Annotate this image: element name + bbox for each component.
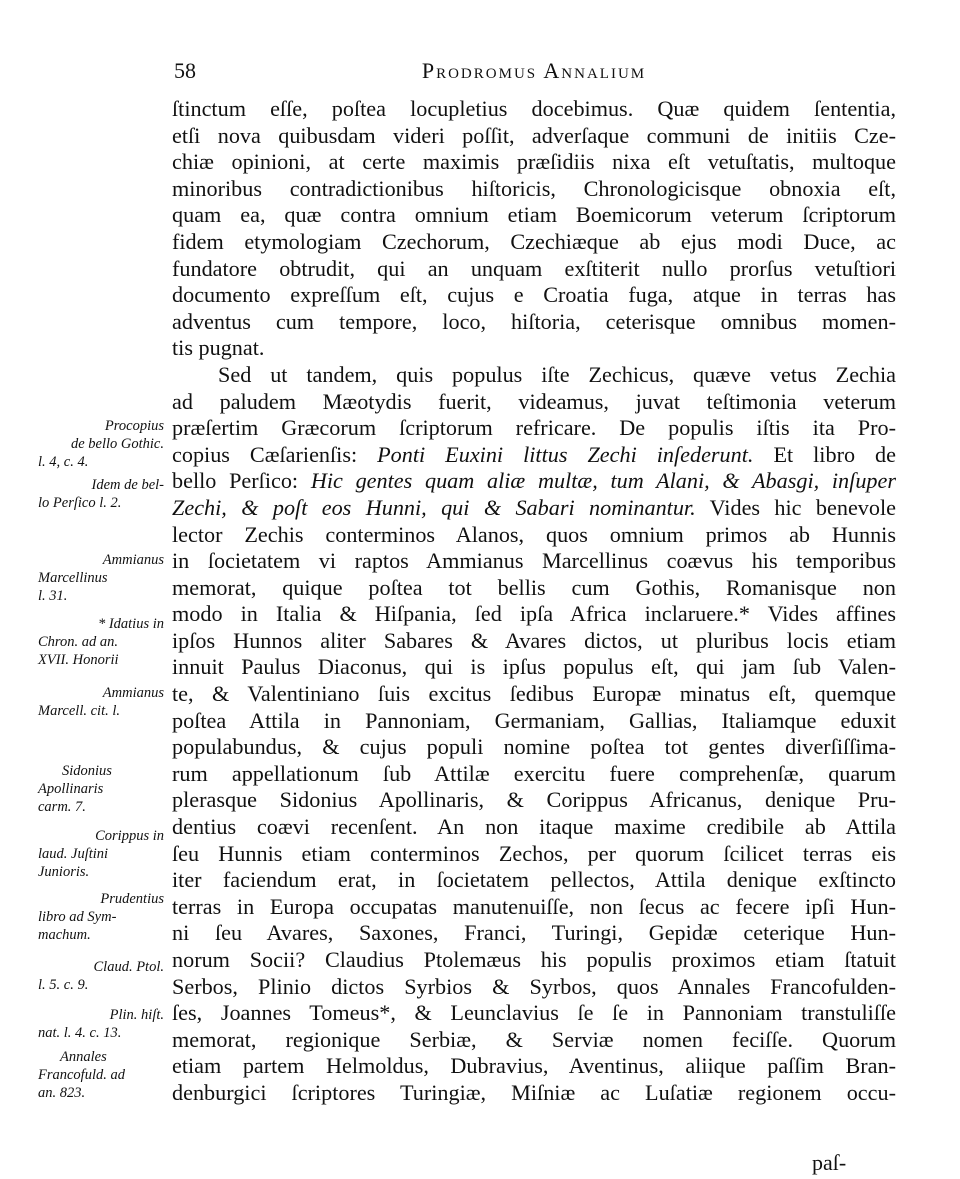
text-line: ad paludem Mæotydis fuerit, videamus, juvat teſtimonia veterum (172, 388, 896, 414)
main-text (172, 96, 896, 1107)
text-line: memorat, quique poſtea tot bellis cum Gothis, Romanisque non (172, 574, 896, 600)
text-line (172, 468, 896, 495)
margin-note-line: l. 4, c. 4. (38, 454, 89, 470)
margin-note-line: Ammianus (102, 552, 164, 568)
text-line: norum Socii? Claudius Ptolemæus his populis proximos etiam ſtatuit (172, 947, 896, 972)
margin-note-line: machum. (38, 927, 91, 943)
margin-note-line: Francofuld. ad (38, 1067, 125, 1083)
margin-note-line: Prudentius (100, 891, 164, 907)
text-line: etſi nova quibusdam videri poſſit, adverſaque communi de initiis Cze- (172, 122, 896, 148)
text-line: dentius coævi recenſent. An non itaque maxime credibile ab Attila (172, 814, 896, 840)
margin-note-line: de bello Gothic. (70, 436, 164, 452)
margin-note-line: lo Perſico l. 2. (38, 495, 122, 511)
text-line: innuit Paulus Diaconus, qui is ipſus populus eſt, qui jam ſub Valen- (172, 654, 896, 680)
text-line: iter faciendum erat, in ſocietatem pellectos, Attila denique exſtincto (172, 867, 896, 893)
text-line: populabundus, & cujus populi nomine poſtea tot gentes diverſiſſima- (172, 734, 896, 760)
margin-note-line: l. 5. c. 9. (38, 977, 89, 993)
margin-note-ammianus-1 (38, 551, 164, 605)
paragraph-1 (172, 96, 896, 362)
running-title: Prodromus Annalium (421, 58, 647, 83)
text-line: ſeu Hunnis etiam conterminos Zechos, per quorum ſcilicet terras eis (172, 840, 896, 866)
margin-note-line: Annales (60, 1049, 107, 1065)
margin-note-line: l. 31. (38, 588, 68, 604)
quotation: Hic gentes quam aliæ multæ, tum Alani, & Abasgi, inſuper (310, 468, 896, 494)
margin-note-procopius (38, 417, 164, 471)
catchword: paſ- (812, 1150, 847, 1175)
text-line: poſtea Attila in Pannoniam, Germaniam, Gallias, Italiamque eduxit (172, 707, 896, 733)
margin-note-line: nat. l. 4. c. 13. (38, 1025, 122, 1041)
text-line: ſtinctum eſſe, poſtea locupletius docebimus. Quæ quidem ſententia, (172, 96, 896, 121)
margin-note-line: Marcellinus (38, 570, 108, 586)
margin-note-annales (38, 1048, 164, 1102)
margin-note-sidonius (38, 762, 164, 816)
text-line: terras in Europa occupatas manutenuiſſe, non ſecus ac fecere ipſi Hun- (172, 893, 896, 919)
margin-note-idem (38, 476, 164, 512)
margin-note-line: Junioris. (38, 864, 90, 880)
text-line: ſes, Joannes Tomeus*, & Leunclavius ſe ſe in Pannoniam transtuliſſe (172, 1000, 896, 1026)
margin-note-line: XVII. Honorii (38, 652, 119, 668)
text-line: modo in Italia & Hiſpania, ſed ipſa Africa inclaruere.* Vides affines (172, 601, 896, 627)
margin-note-line: Procopius (104, 418, 164, 434)
text-line: plerasque Sidonius Apollinaris, & Corippus Africanus, denique Pru- (172, 787, 896, 813)
text-line: memorat, regionique Serbiæ, & Serviæ nomen feciſſe. Quorum (172, 1026, 896, 1052)
text-line: fidem etymologiam Czechorum, Czechiæque ab ejus modi Duce, ac (172, 228, 896, 254)
text-line: ni ſeu Avares, Saxones, Franci, Turingi, Gepidæ ceterique Hun- (172, 920, 896, 946)
margin-note-line: * Idatius in (97, 616, 164, 632)
text-line (172, 442, 896, 469)
text-line: fundatore obtrudit, qui an unquam exſtiterit nullo prorſus vetuſtiori (172, 255, 896, 281)
page-header (174, 56, 894, 88)
text-line: chiæ opinioni, at certe maximis præſidiis nixa eſt vetuſtatis, multoque (172, 149, 896, 175)
margin-note-line: Sidonius (62, 763, 112, 779)
text-line: Serbos, Plinio dictos Syrbios & Syrbos, quos Annales Francofulden- (172, 973, 896, 999)
text-line: minoribus contradictionibus hiſtoricis, Chronologicisque obnoxia eſt, (172, 175, 896, 201)
margin-note-idatius (38, 615, 164, 669)
margin-note-line: Plin. hiſt. (109, 1007, 164, 1023)
text-run: bello Perſico: (172, 468, 311, 494)
text-run: Vides hic benevole (695, 494, 896, 520)
text-line: quam ea, quæ contra omnium etiam Boemicorum veterum ſcriptorum (172, 202, 896, 228)
margin-note-line: laud. Juſtini (38, 846, 109, 862)
margin-note-claud-ptol (38, 958, 164, 994)
margin-note-line: Chron. ad an. (38, 634, 119, 650)
margin-note-line: libro ad Sym- (38, 909, 117, 925)
margin-note-line: an. 823. (38, 1085, 86, 1101)
text-line: ipſos Hunnos aliter Sabares & Avares dictos, ut pluribus locis etiam (172, 627, 896, 653)
margin-note-corippus (38, 827, 164, 881)
text-line: tis pugnat. (172, 335, 265, 361)
margin-note-line: Idem de bel- (91, 477, 164, 493)
quotation: Zechi, & poſt eos Hunni, qui & Sabari nominantur. (172, 494, 696, 520)
text-run: copius Cæſarienſis: (172, 441, 378, 467)
margin-note-ammianus-2 (38, 684, 164, 720)
margin-note-line: carm. 7. (38, 799, 86, 815)
text-line: adventus cum tempore, loco, hiſtoria, ceterisque omnibus momen- (172, 308, 896, 334)
margin-note-line: Claud. Ptol. (93, 959, 164, 975)
margin-note-prudentius (38, 890, 164, 944)
text-line: præſertim Græcorum ſcriptorum refricare. De populis iſtis ita Pro- (172, 415, 896, 441)
quotation: Ponti Euxini littus Zechi inſederunt. (377, 441, 754, 467)
margin-note-plinius (38, 1006, 164, 1042)
page-number: 58 (174, 58, 196, 83)
margin-note-line: Corippus in (95, 828, 164, 844)
text-run: Et libro de (753, 441, 896, 467)
text-line: lector Zechis conterminos Alanos, quos omnium primos ab Hunnis (172, 521, 896, 547)
text-line: etiam partem Helmoldus, Dubravius, Aventinus, aliique paſſim Bran- (172, 1053, 896, 1079)
text-line: in ſocietatem vi raptos Ammianus Marcellinus coævus his temporibus (172, 548, 896, 574)
text-line: denburgici ſcriptores Turingiæ, Miſniæ ac Luſatiæ regionem occu- (172, 1079, 896, 1105)
text-line: te, & Valentiniano ſuis excitus ſedibus Europæ minatus eſt, quemque (172, 681, 896, 707)
text-line: rum appellationum ſub Attilæ exercitu fuere comprehenſæ, quarum (172, 760, 896, 786)
margin-note-line: Apollinaris (38, 781, 104, 797)
margin-note-line: Marcell. cit. l. (38, 703, 121, 719)
margin-note-line: Ammianus (102, 685, 164, 701)
paragraph-2 (172, 362, 896, 1107)
text-line (172, 495, 896, 522)
text-line: Sed ut tandem, quis populus iſte Zechicus, quæve vetus Zechia (218, 361, 896, 387)
text-line: documento expreſſum eſt, cujus e Croatia fuga, atque in terras has (172, 282, 896, 308)
